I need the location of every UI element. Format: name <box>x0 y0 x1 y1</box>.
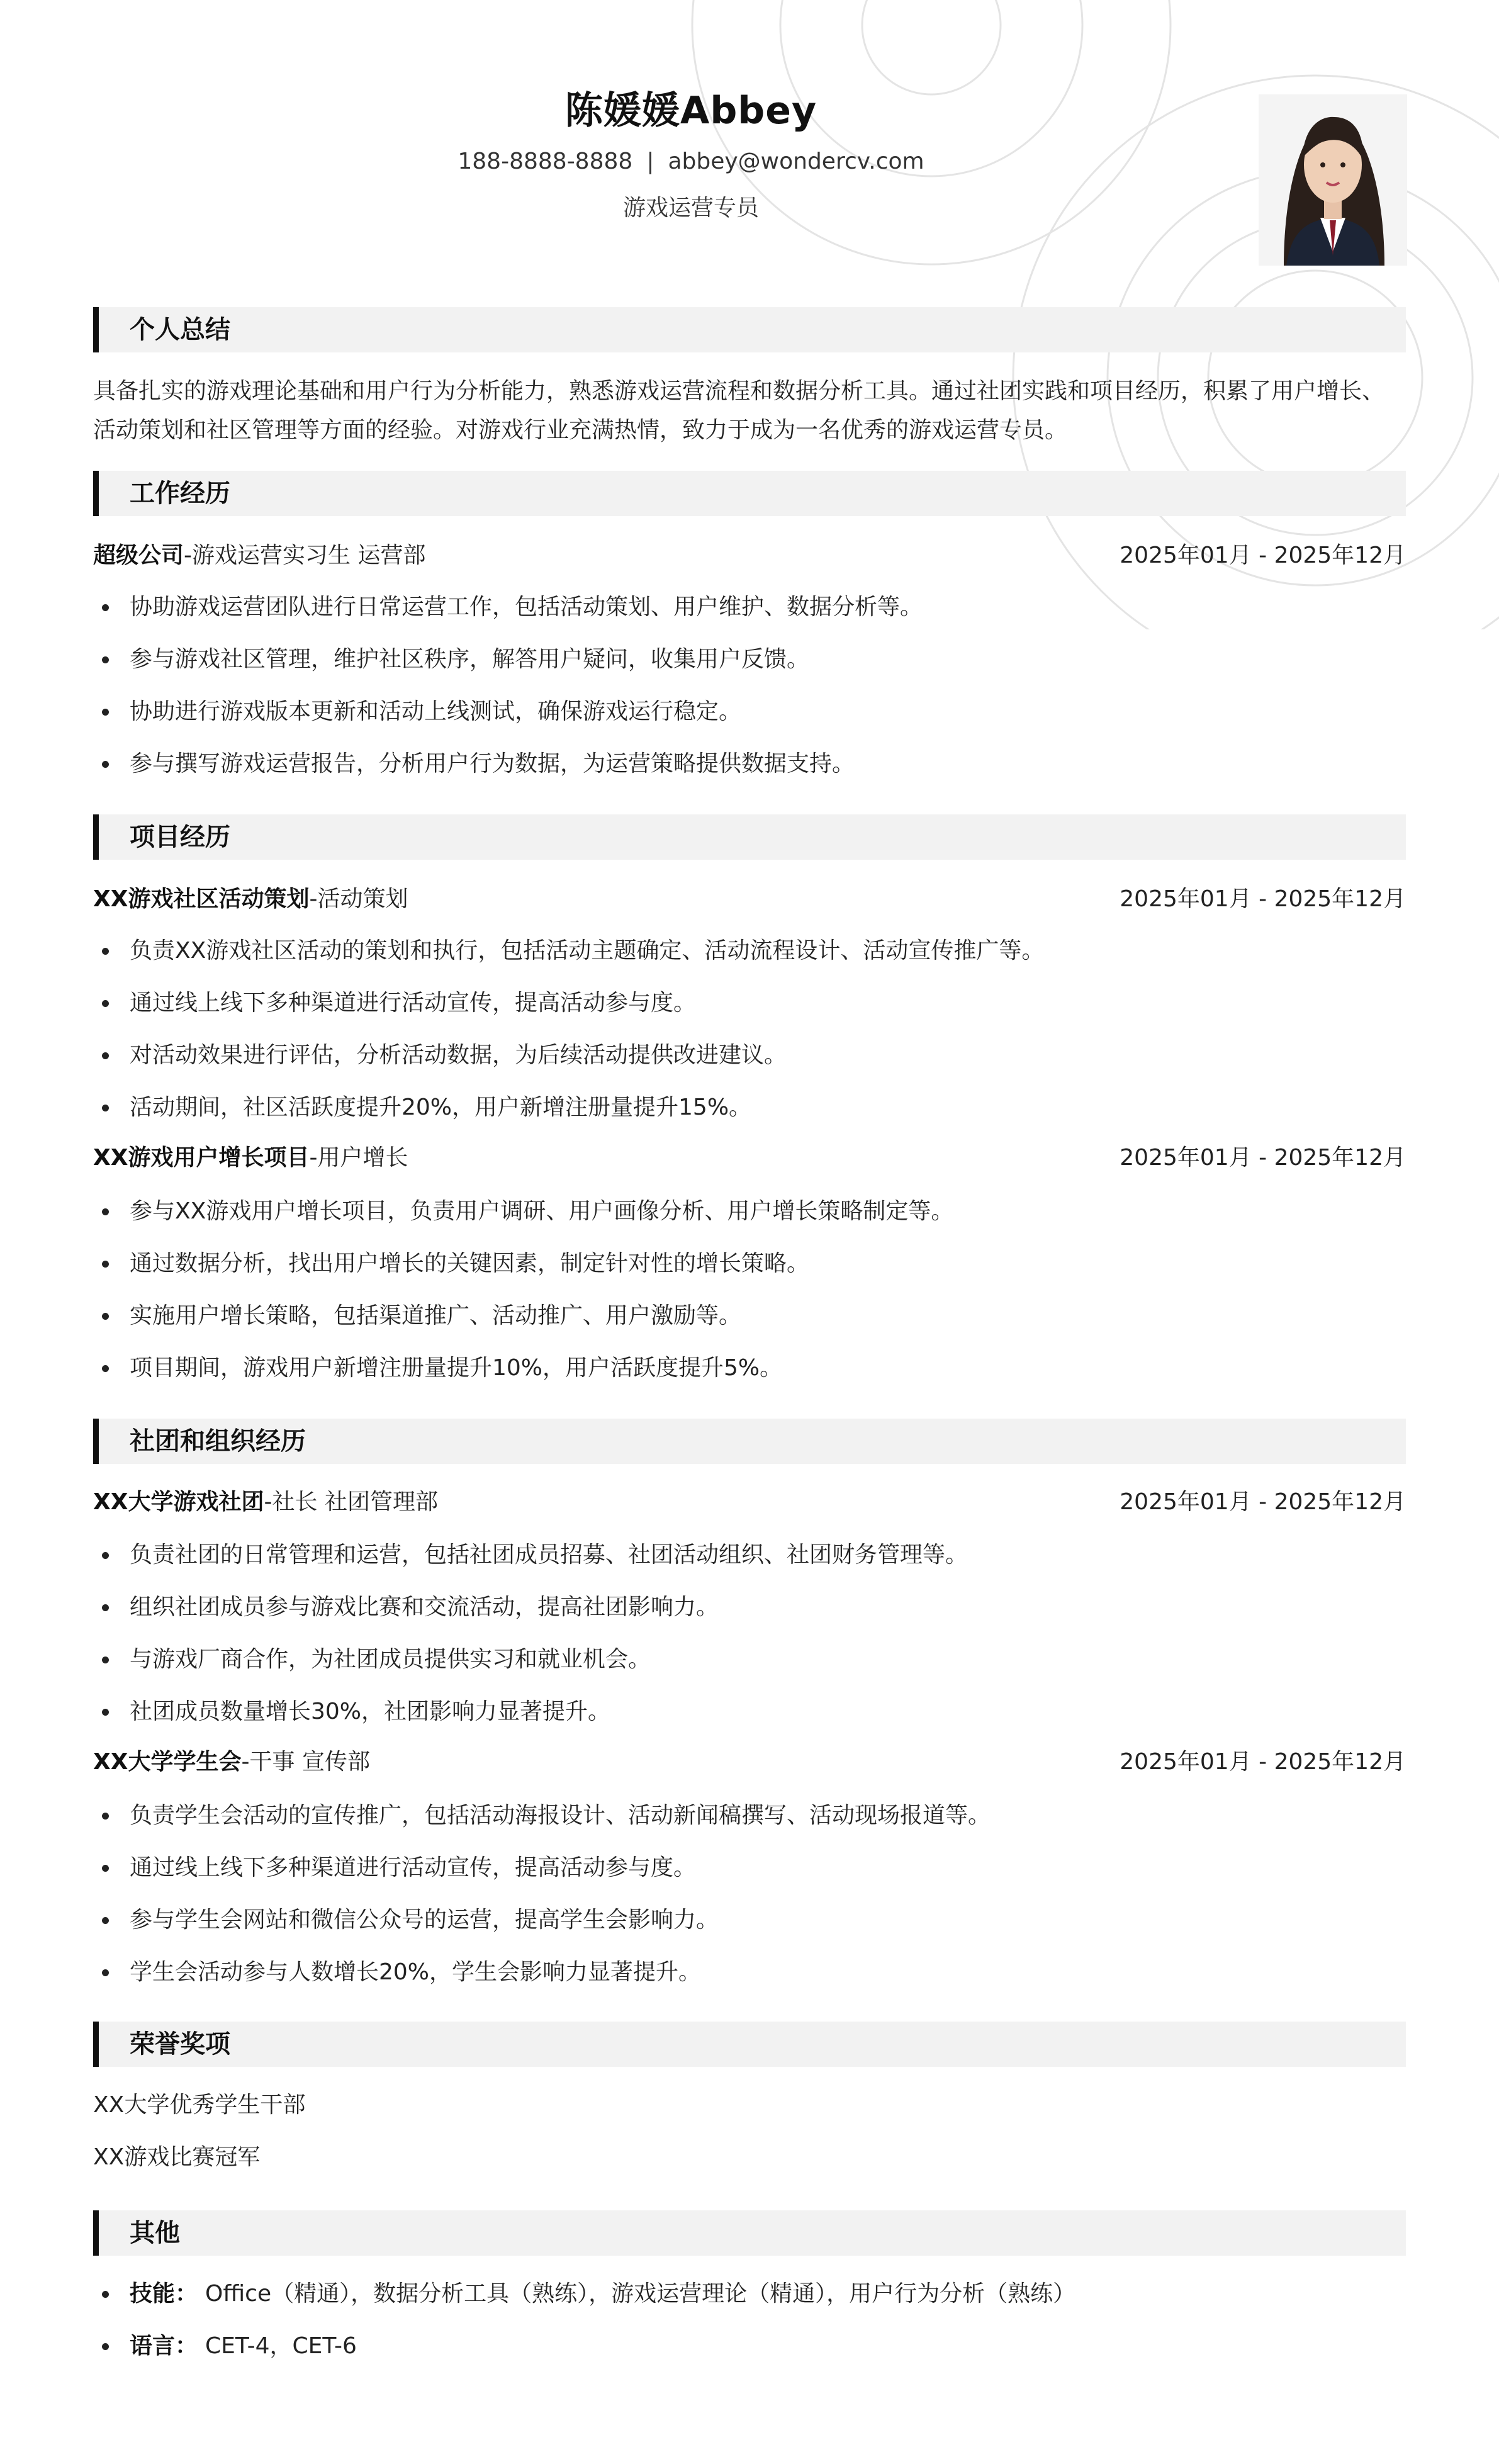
list-item: 通过数据分析，找出用户增长的关键因素，制定针对性的增长策略。 <box>93 1248 1406 1300</box>
summary-line: 具备扎实的游戏理论基础和用户行为分析能力，熟悉游戏运营流程和数据分析工具。通过社团实践和项目经历，积累了用户增长、 <box>93 378 1385 404</box>
list-item: 对活动效果进行评估，分析活动数据，为后续活动提供改进建议。 <box>93 1040 1406 1092</box>
honor-item: XX大学优秀学生干部 <box>93 2092 306 2118</box>
list-item: 活动期间，社区活跃度提升20%，用户新增注册量提升15%。 <box>93 1092 1406 1144</box>
entry-organization: XX大学游戏社团 <box>93 1489 264 1515</box>
section-projects-header <box>93 814 1406 860</box>
entry-role: -用户增长 <box>309 1145 408 1171</box>
entry-date: 2025年01月 - 2025年12月 <box>1120 1749 1406 1775</box>
list-item: 项目期间，游戏用户新增注册量提升10%，用户活跃度提升5%。 <box>93 1353 1406 1405</box>
list-item <box>93 2278 1406 2331</box>
section-accent-bar <box>93 2210 99 2256</box>
entry-date: 2025年01月 - 2025年12月 <box>1120 1489 1406 1515</box>
section-title: 荣誉奖项 <box>130 2030 230 2059</box>
email-address: abbey@wondercv.com <box>668 149 924 174</box>
entry-organization: XX大学学生会 <box>93 1749 242 1775</box>
project-entry-heading <box>93 1142 1406 1174</box>
section-title: 工作经历 <box>130 479 230 508</box>
skills-label: 技能： <box>130 2281 198 2307</box>
list-item: 组织社团成员参与游戏比赛和交流活动，提高社团影响力。 <box>93 1592 1406 1644</box>
list-item: 与游戏厂商合作，为社团成员提供实习和就业机会。 <box>93 1644 1406 1696</box>
list-item: 协助进行游戏版本更新和活动上线测试，确保游戏运行稳定。 <box>93 696 1406 748</box>
list-item: 参与XX游戏用户增长项目，负责用户调研、用户画像分析、用户增长策略制定等。 <box>93 1196 1406 1248</box>
entry-role: -游戏运营实习生 运营部 <box>184 543 426 568</box>
section-accent-bar <box>93 814 99 860</box>
section-accent-bar <box>93 471 99 516</box>
project-entry-bullets <box>93 1196 1406 1405</box>
section-title: 个人总结 <box>130 315 230 344</box>
entry-role: -活动策划 <box>309 886 408 912</box>
project-entry-bullets <box>93 935 1406 1144</box>
section-title: 项目经历 <box>130 823 230 852</box>
list-item: 协助游戏运营团队进行日常运营工作，包括活动策划、用户维护、数据分析等。 <box>93 592 1406 644</box>
list-item: 学生会活动参与人数增长20%，学生会影响力显著提升。 <box>93 1957 1406 2009</box>
list-item: 参与撰写游戏运营报告，分析用户行为数据，为运营策略提供数据支持。 <box>93 748 1406 801</box>
list-item: 通过线上线下多种渠道进行活动宣传，提高活动参与度。 <box>93 1852 1406 1904</box>
list-item: 通过线上线下多种渠道进行活动宣传，提高活动参与度。 <box>93 987 1406 1040</box>
project-entry-heading <box>93 884 1406 915</box>
resume-header <box>93 0 1406 271</box>
section-accent-bar <box>93 307 99 352</box>
entry-organization: XX游戏用户增长项目 <box>93 1145 310 1171</box>
section-work-header <box>93 471 1406 516</box>
section-title: 社团和组织经历 <box>130 1427 306 1456</box>
other-list <box>93 2278 1406 2383</box>
language-value: CET-4，CET-6 <box>205 2333 357 2359</box>
work-entry-bullets <box>93 592 1406 801</box>
list-item: 实施用户增长策略，包括渠道推广、活动推广、用户激励等。 <box>93 1300 1406 1353</box>
list-item: 参与游戏社区管理，维护社区秩序，解答用户疑问，收集用户反馈。 <box>93 644 1406 696</box>
list-item <box>93 2331 1406 2383</box>
contact-line <box>93 149 1289 174</box>
list-item: 负责XX游戏社区活动的策划和执行，包括活动主题确定、活动流程设计、活动宣传推广等。 <box>93 935 1406 987</box>
contact-separator: | <box>646 149 654 174</box>
list-item: 负责社团的日常管理和运营，包括社团成员招募、社团活动组织、社团财务管理等。 <box>93 1539 1406 1592</box>
entry-date: 2025年01月 - 2025年12月 <box>1120 1145 1406 1171</box>
job-title: 游戏运营专员 <box>622 195 759 221</box>
entry-organization: 超级公司 <box>93 543 184 568</box>
section-other-header <box>93 2210 1406 2256</box>
phone-number: 188-8888-8888 <box>458 149 633 174</box>
profile-photo <box>1259 94 1407 266</box>
section-title: 其他 <box>130 2219 180 2247</box>
honor-item: XX游戏比赛冠军 <box>93 2144 261 2170</box>
list-item: 负责学生会活动的宣传推广，包括活动海报设计、活动新闻稿撰写、活动现场报道等。 <box>93 1800 1406 1852</box>
summary-text <box>93 372 1406 450</box>
list-item: 社团成员数量增长30%，社团影响力显著提升。 <box>93 1696 1406 1748</box>
list-item: 参与学生会网站和微信公众号的运营，提高学生会影响力。 <box>93 1904 1406 1957</box>
club-entry-heading <box>93 1487 1406 1518</box>
entry-date: 2025年01月 - 2025年12月 <box>1120 543 1406 568</box>
section-clubs-header <box>93 1419 1406 1464</box>
section-accent-bar <box>93 1419 99 1464</box>
skills-value: Office（精通），数据分析工具（熟练），游戏运营理论（精通），用户行为分析（熟练） <box>205 2281 1076 2307</box>
section-summary-header <box>93 307 1406 352</box>
club-entry-bullets <box>93 1800 1406 2009</box>
language-label: 语言： <box>130 2333 198 2359</box>
section-honors-header <box>93 2022 1406 2067</box>
entry-role: -干事 宣传部 <box>241 1749 370 1775</box>
entry-role: -社长 社团管理部 <box>264 1489 438 1515</box>
work-entry-heading <box>93 540 1406 571</box>
summary-line: 活动策划和社区管理等方面的经验。对游戏行业充满热情，致力于成为一名优秀的游戏运营专员。 <box>93 417 1068 443</box>
club-entry-heading <box>93 1747 1406 1778</box>
entry-date: 2025年01月 - 2025年12月 <box>1120 886 1406 912</box>
section-accent-bar <box>93 2022 99 2067</box>
entry-organization: XX游戏社区活动策划 <box>93 886 310 912</box>
club-entry-bullets <box>93 1539 1406 1748</box>
candidate-name: 陈媛媛Abbey <box>564 89 817 133</box>
